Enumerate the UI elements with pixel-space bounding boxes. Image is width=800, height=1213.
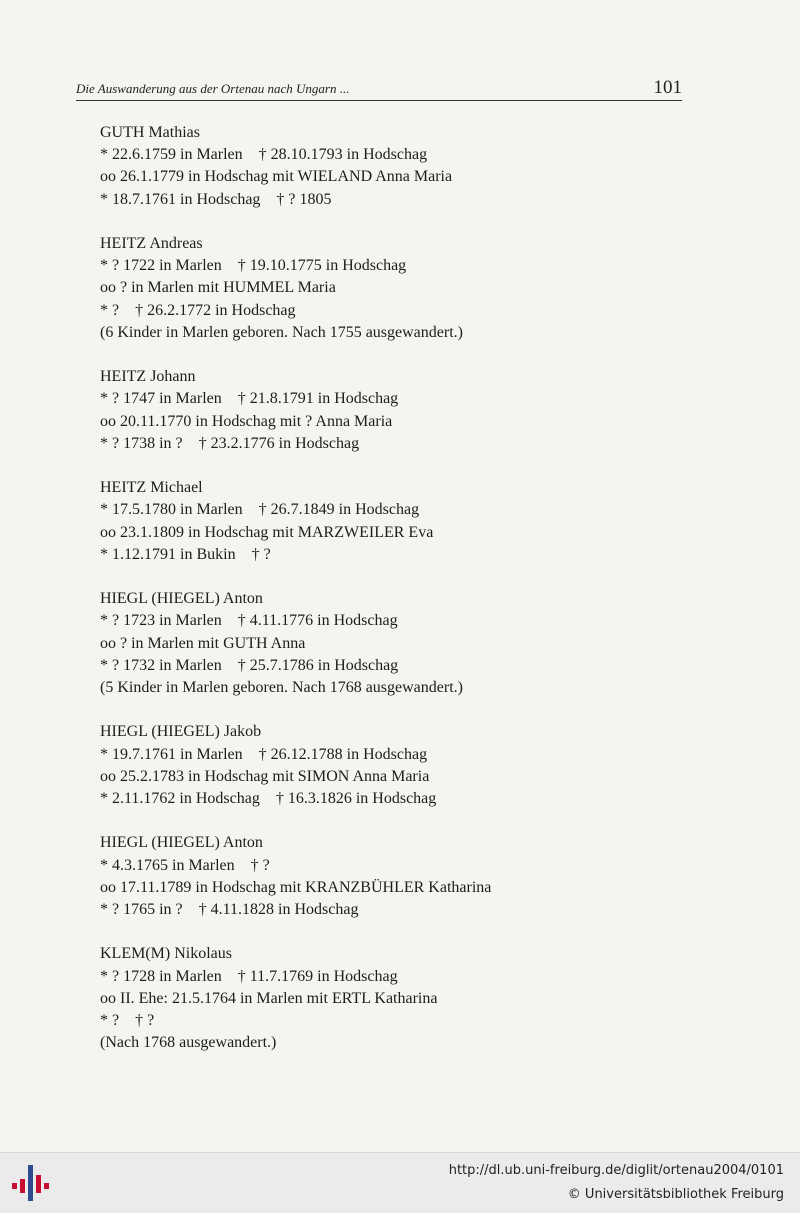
entry-name: KLEM(M) Nikolaus — [100, 945, 232, 963]
entry-line: * 4.3.1765 in Marlen † ? — [100, 856, 270, 874]
entry-line: oo II. Ehe: 21.5.1764 in Marlen mit ERTL Katharina — [100, 989, 438, 1007]
entry-line: oo ? in Marlen mit GUTH Anna — [100, 634, 306, 652]
ub-freiburg-logo-icon[interactable] — [10, 1163, 54, 1203]
entry-line: oo ? in Marlen mit HUMMEL Maria — [100, 279, 336, 297]
entry-name: HIEGL (HIEGEL) Anton — [100, 834, 263, 852]
genealogy-entry — [100, 122, 700, 211]
entry-line: oo 25.2.1783 in Hodschag mit SIMON Anna Maria — [100, 767, 430, 785]
genealogy-entry — [100, 588, 700, 699]
entry-line: * ? 1723 in Marlen † 4.11.1776 in Hodschag — [100, 612, 398, 630]
entry-line: * ? 1747 in Marlen † 21.8.1791 in Hodschag — [100, 390, 399, 408]
viewer-footer — [0, 1152, 800, 1213]
entry-line: * ? 1765 in ? † 4.11.1828 in Hodschag — [100, 901, 359, 919]
entry-line: * 18.7.1761 in Hodschag † ? 1805 — [100, 190, 332, 208]
running-head — [76, 76, 682, 101]
entry-line: oo 23.1.1809 in Hodschag mit MARZWEILER Eva — [100, 523, 434, 541]
entry-name: HEITZ Johann — [100, 368, 196, 386]
entry-name: HIEGL (HIEGEL) Anton — [100, 590, 263, 608]
entry-line: * 17.5.1780 in Marlen † 26.7.1849 in Hodschag — [100, 501, 420, 519]
entry-name: HEITZ Michael — [100, 479, 203, 497]
entry-line: * ? † ? — [100, 1012, 155, 1030]
genealogy-entry — [100, 477, 700, 566]
entry-line: * ? 1732 in Marlen † 25.7.1786 in Hodschag — [100, 656, 399, 674]
entry-line: * ? † 26.2.1772 in Hodschag — [100, 301, 296, 319]
entry-line: * 22.6.1759 in Marlen † 28.10.1793 in Hodschag — [100, 146, 428, 164]
genealogy-entry — [100, 721, 700, 810]
entry-line: * ? 1738 in ? † 23.2.1776 in Hodschag — [100, 434, 360, 452]
source-url-link[interactable]: http://dl.ub.uni-freiburg.de/diglit/ortenau2004/0101 — [448, 1163, 784, 1178]
page-number: 101 — [653, 77, 682, 98]
entry-name: HIEGL (HIEGEL) Jakob — [100, 723, 262, 741]
entry-line: (Nach 1768 ausgewandert.) — [100, 1034, 277, 1052]
entry-line: * ? 1728 in Marlen † 11.7.1769 in Hodschag — [100, 967, 398, 985]
entry-line: oo 20.11.1770 in Hodschag mit ? Anna Maria — [100, 412, 393, 430]
entry-line: oo 26.1.1779 in Hodschag mit WIELAND Anna Maria — [100, 168, 453, 186]
entry-line: oo 17.11.1789 in Hodschag mit KRANZBÜHLER Katharina — [100, 878, 492, 896]
genealogy-entry — [100, 832, 700, 921]
entry-name: HEITZ Andreas — [100, 235, 203, 252]
entry-line: * 19.7.1761 in Marlen † 26.12.1788 in Hodschag — [100, 745, 428, 763]
entry-line: * 2.11.1762 in Hodschag † 16.3.1826 in Hodschag — [100, 790, 437, 808]
entry-name: GUTH Mathias — [100, 124, 200, 141]
genealogy-entry — [100, 233, 700, 344]
copyright-notice: © Universitätsbibliothek Freiburg — [567, 1187, 784, 1202]
entry-line: (5 Kinder in Marlen geboren. Nach 1768 ausgewandert.) — [100, 679, 463, 697]
genealogy-entry — [100, 366, 700, 455]
entry-line: * ? 1722 in Marlen † 19.10.1775 in Hodschag — [100, 257, 407, 275]
genealogy-entries — [100, 122, 700, 1077]
genealogy-entry — [100, 943, 700, 1054]
running-title: Die Auswanderung aus der Ortenau nach Ungarn ... — [76, 81, 350, 96]
entry-line: (6 Kinder in Marlen geboren. Nach 1755 ausgewandert.) — [100, 323, 463, 341]
entry-line: * 1.12.1791 in Bukin † ? — [100, 545, 271, 563]
